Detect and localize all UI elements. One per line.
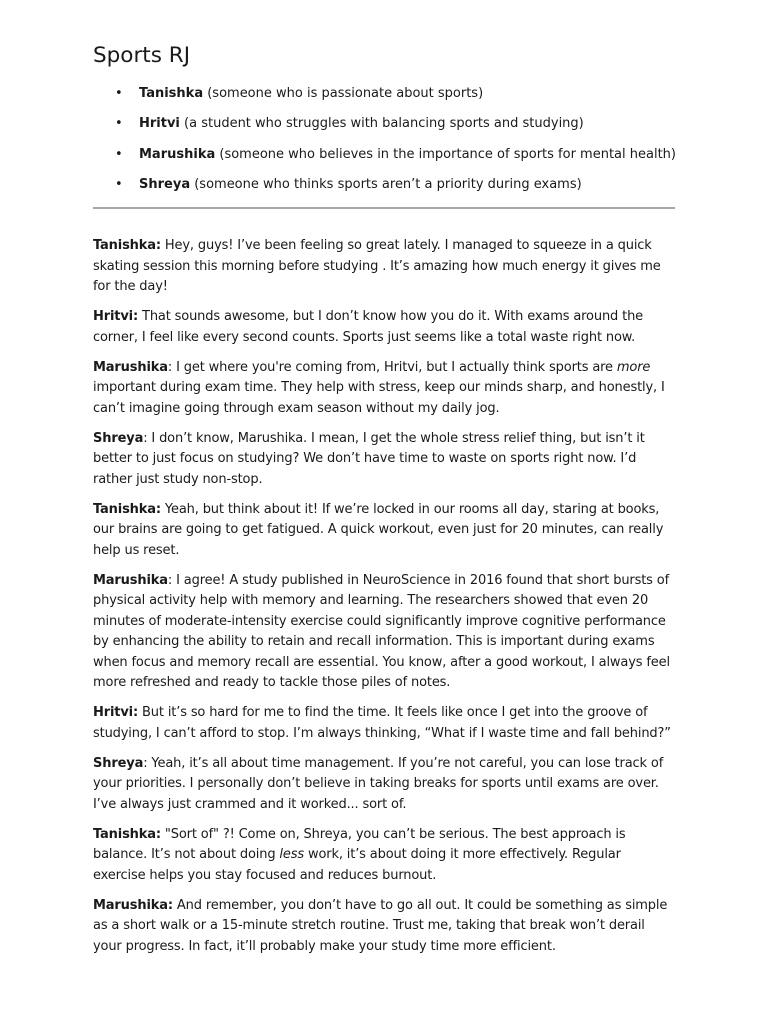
dialogue-turn: [93, 571, 676, 694]
emphasized-text: less: [279, 847, 304, 863]
section-divider: [93, 207, 675, 209]
document-page: [93, 40, 676, 967]
speaker-name: Shreya: [93, 755, 144, 771]
dialogue-turn: [93, 825, 676, 887]
dialogue-turn: [93, 754, 676, 816]
dialogue-section: [93, 236, 676, 957]
dialogue-text: : I don’t know, Marushika. I mean, I get the whole stress relief thing, but isn’t it better to just focus on studying? We don’t have time to waste on sports right now. I’d rather just study non-stop.: [93, 430, 645, 487]
dialogue-text: important during exam time. They help with stress, keep our minds sharp, and honestly, I can’t imagine going through exam season without my daily jog.: [93, 380, 665, 416]
character-list: [93, 84, 676, 205]
character-description: (someone who believes in the importance of sports for mental health): [215, 146, 676, 162]
speaker-name: Marushika:: [93, 897, 173, 913]
dialogue-text: Yeah, but think about it! If we’re locked in our rooms all day, staring at books, our brains are going to get fatigued. A quick workout, even just for 20 minutes, can really help us reset.: [93, 501, 664, 558]
dialogue-turn: [93, 236, 676, 298]
speaker-name: Tanishka:: [93, 826, 161, 842]
character-description: (someone who is passionate about sports): [203, 86, 484, 101]
character-list-item: [93, 175, 676, 205]
character-list-item: [93, 84, 676, 114]
dialogue-text: : Yeah, it’s all about time management. If you’re not careful, you can lose track of your priorities. I personally don’t believe in taking breaks for sports until exams are over. I’ve always just crammed and it worked... sort of.: [93, 755, 664, 812]
dialogue-text: Hey, guys! I’ve been feeling so great lately. I managed to squeeze in a quick skating session this morning before studying . It’s amazing how much energy it gives me for the day!: [93, 238, 661, 295]
character-name: Tanishka: [139, 86, 204, 101]
dialogue-text: And remember, you don’t have to go all out. It could be something as simple as a short walk or a 15-minute stretch routine. Trust me, taking that break won’t derail your progress. In fact, it’ll probably make your study time more efficient.: [93, 897, 668, 954]
emphasized-text: more: [616, 359, 651, 375]
speaker-name: Shreya: [93, 430, 144, 446]
speaker-name: Marushika: [93, 359, 168, 375]
character-name: Hritvi: [139, 116, 180, 132]
dialogue-turn: [93, 358, 676, 420]
dialogue-text: But it’s so hard for me to find the time. It feels like once I get into the groove of studying, I can’t afford to stop. I’m always thinking, “What if I waste time and fall behind?”: [93, 705, 671, 741]
dialogue-turn: [93, 307, 676, 348]
character-list-item: [93, 145, 676, 175]
speaker-name: Marushika: [93, 572, 168, 588]
character-description: (a student who struggles with balancing sports and studying): [179, 116, 584, 132]
speaker-name: Hritvi:: [93, 705, 139, 721]
dialogue-text: : I get where you're coming from, Hritvi, but I actually think sports are: [167, 359, 617, 375]
dialogue-turn: [93, 703, 676, 744]
character-name: Shreya: [139, 176, 191, 192]
character-list-item: [93, 114, 676, 144]
document-title: Sports RJ: [93, 43, 191, 68]
speaker-name: Tanishka:: [93, 501, 161, 517]
speaker-name: Tanishka:: [93, 238, 161, 254]
dialogue-text: That sounds awesome, but I don’t know how you do it. With exams around the corner, I feel like every second counts. Sports just seems like a total waste right now.: [93, 309, 644, 345]
character-description: (someone who thinks sports aren’t a priority during exams): [190, 176, 582, 192]
dialogue-turn: [93, 896, 676, 958]
dialogue-text: : I agree! A study published in NeuroScience in 2016 found that short bursts of physical activity help with memory and learning. The researchers showed that even 20 minutes of moderate-intensity exercise could significantly improve cognitive performance by enhancing the ability to retain and recall information. This is important during exams when focus and memory recall are essential. You know, after a good workout, I always feel more refreshed and ready to tackle those piles of notes.: [93, 572, 670, 691]
dialogue-text: work, it’s about doing it more effectively. Regular exercise helps you stay focused and reduces burnout.: [93, 847, 621, 883]
dialogue-turn: [93, 429, 676, 491]
dialogue-turn: [93, 500, 676, 562]
character-name: Marushika: [139, 146, 216, 162]
dialogue-text: "Sort of" ?! Come on, Shreya, you can’t be serious. The best approach is balance. It’s not about doing: [93, 826, 626, 863]
speaker-name: Hritvi:: [93, 309, 139, 325]
